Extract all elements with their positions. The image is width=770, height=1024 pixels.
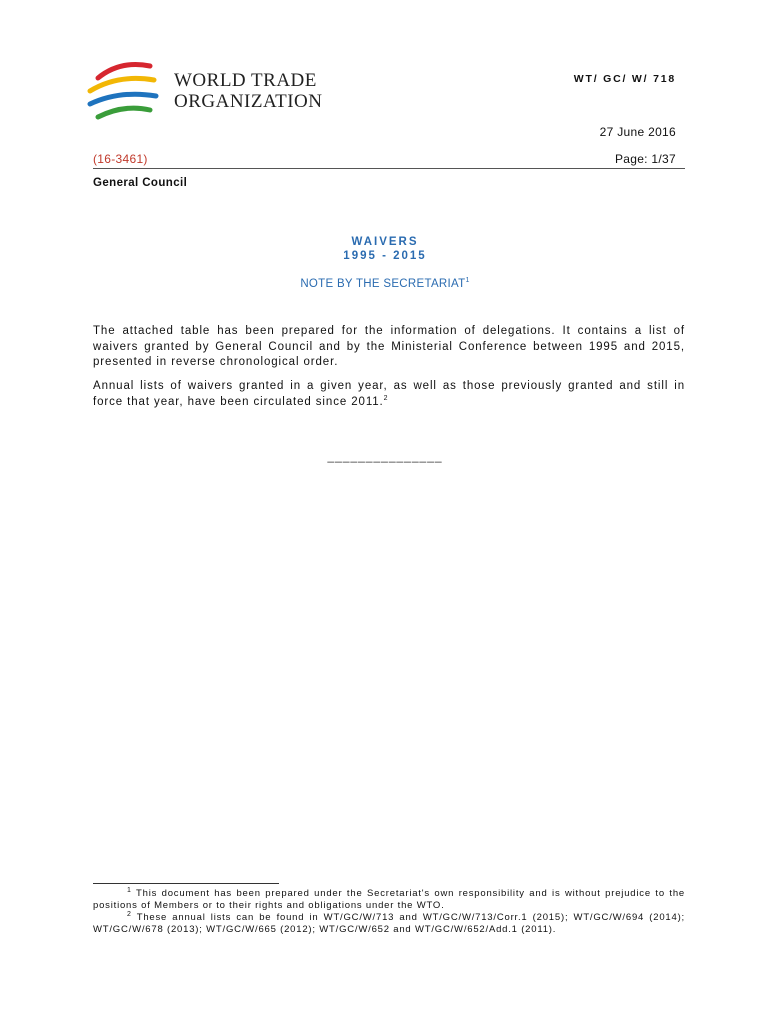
note-heading: NOTE BY THE SECRETARIAT$^1$ [300, 277, 470, 290]
body-paragraph: The attached table has been prepared for the information of delegations. It contains a list of waivers granted by General Council and by the Ministerial Conference between 1995 and 2015, presented in reverse chronological order. [93, 325, 685, 368]
footnote-ref-2[interactable]: 2 [383, 394, 389, 402]
section-separator: _______________ [327, 449, 443, 463]
footnote: $^1$ This document has been prepared under the Secretariat's own responsibility and is without prejudice to the positions of Members or to their rights and obligations under the WTO. [93, 886, 685, 911]
document-title: WAIVERS [351, 236, 419, 248]
footnote: $^2$ These annual lists can be found in WT/GC/W/713 and WT/GC/W/713/Corr.1 (2015); WT/GC/W/694 (2014); WT/GC/W/678 (2013); WT/GC/W/665 (2012); WT/GC/W/652 and WT/GC/W/652/Add.1 (2011). [93, 910, 685, 935]
header-rule [93, 168, 685, 169]
page-number: Page: 1/37 [614, 152, 676, 166]
wto-logo [84, 58, 164, 130]
job-number: (16-3461) [93, 152, 148, 166]
footnote-rule [93, 883, 279, 884]
footnote-ref-1[interactable]: 1 [465, 277, 470, 285]
org-name-line2: ORGANIZATION [174, 91, 323, 112]
document-date: 27 June 2016 [599, 125, 676, 139]
document-period: 1995 - 2015 [343, 250, 427, 262]
document-symbol: WT/ GC/ W/ 718 [573, 73, 676, 85]
issuing-body: General Council [93, 177, 188, 189]
org-name-line1: WORLD TRADE [174, 70, 317, 91]
body-paragraph: Annual lists of waivers granted in a given year, as well as those previously granted and still in force that year, have been circulated since 2011.$^2$ [93, 380, 685, 408]
